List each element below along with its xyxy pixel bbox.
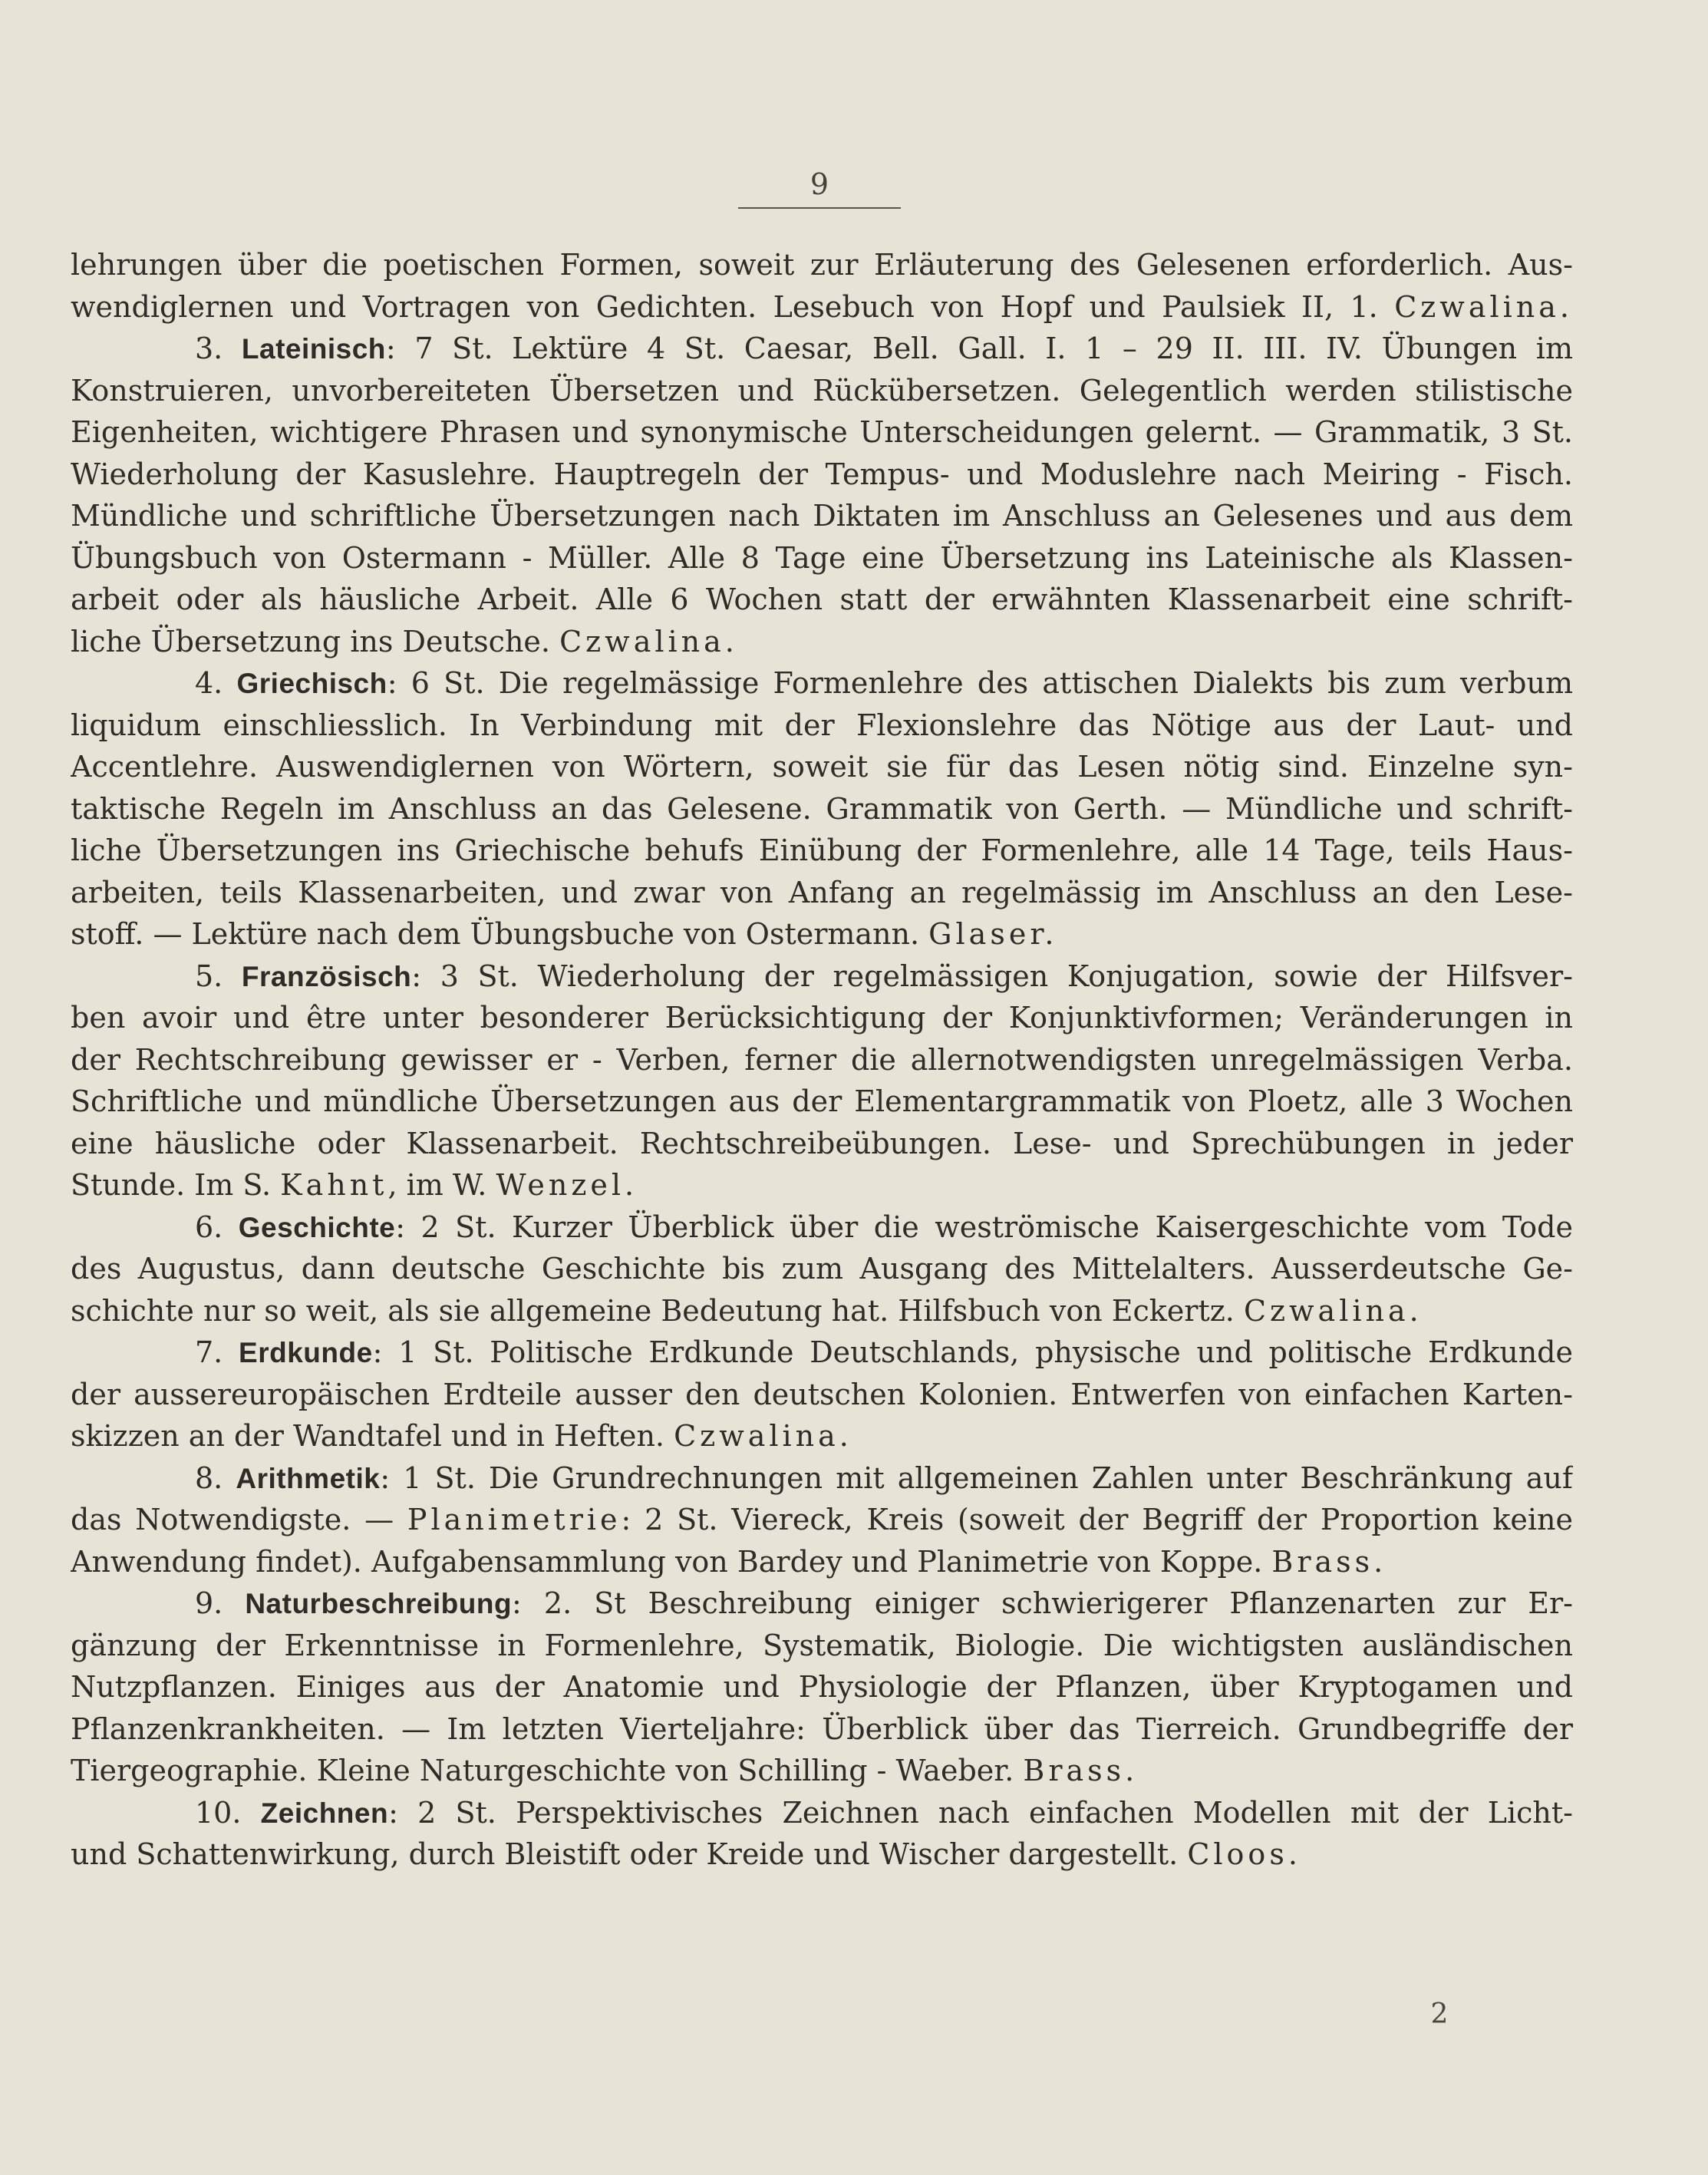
page-number: 9	[809, 167, 829, 201]
text-line	[71, 286, 1573, 328]
teacher-name: Cloos.	[1187, 1837, 1301, 1871]
body-text	[71, 244, 1573, 1876]
section-lead: : 3 St. Wiederholung der regelmässigen Konjugation, sowie der Hilfsver-	[411, 959, 1573, 993]
section-heading-line	[71, 1332, 1573, 1374]
section-heading-line	[71, 1792, 1573, 1834]
section-title: Zeichnen	[260, 1797, 389, 1829]
text-fragment: wendiglernen und Vortragen von Gedichten. Lesebuch von Hopf und Paulsiek II, 1.	[71, 289, 1395, 324]
section-heading-line	[71, 662, 1573, 705]
text-line: Eigenheiten, wichtigere Phrasen und synonymische Unterscheidungen gelernt. — Grammatik, 3 St.	[71, 415, 1573, 449]
section-title: Naturbeschreibung	[245, 1588, 513, 1619]
section-number: 9.	[195, 1586, 223, 1620]
section-heading-line	[71, 955, 1573, 998]
text-line: liquidum einschliesslich. In Verbindung mit der Flexionslehre das Nötige aus der Laut- und	[71, 708, 1573, 742]
text-line	[71, 1164, 1573, 1206]
teacher-name: Czwalina.	[1394, 289, 1573, 324]
section-number: 6.	[195, 1210, 223, 1244]
teacher-name: Czwalina.	[559, 624, 738, 658]
section-heading-line	[71, 1583, 1573, 1625]
page-number-rule	[738, 207, 901, 209]
text-line	[71, 1499, 1573, 1541]
text-line: taktische Regeln im Anschluss an das Gelesene. Grammatik von Gerth. — Mündliche und schrift-	[71, 791, 1573, 826]
section-lead: : 2. St Beschreibung einiger schwierigerer Pflanzenarten zur Er-	[512, 1586, 1573, 1620]
section-number: 10.	[195, 1795, 242, 1830]
section-number: 7.	[195, 1335, 223, 1369]
teacher-name: Czwalina.	[674, 1419, 852, 1453]
section-lead: : 2 St. Kurzer Überblick über die weströmische Kaisergeschichte vom Tode	[395, 1210, 1573, 1244]
text-line: lehrungen über die poetischen Formen, soweit zur Erläuterung des Gelesenen erforderlich. Aus-	[71, 248, 1573, 282]
signature-mark: 2	[1430, 1998, 1449, 2030]
section-number: 3.	[195, 332, 223, 365]
teacher-name: Czwalina.	[1243, 1293, 1423, 1328]
text-line: des Augustus, dann deutsche Geschichte bis zum Ausgang des Mittelalters. Ausserdeutsche Ge-	[71, 1252, 1573, 1286]
text-line: der aussereuropäischen Erdteile ausser den deutschen Kolonien. Entwerfen von einfachen Karten-	[71, 1377, 1573, 1411]
text-fragment: Tiergeographie. Kleine Naturgeschichte von Schilling - Waeber.	[71, 1754, 1024, 1787]
teacher-name: Glaser.	[928, 917, 1058, 951]
section-number: 5.	[195, 959, 223, 993]
section-lead: : 1 St. Politische Erdkunde Deutschlands, physische und politische Erdkunde	[372, 1335, 1573, 1369]
text-fragment: skizzen an der Wandtafel und in Heften.	[71, 1419, 674, 1453]
text-fragment: und Schattenwirkung, durch Bleistift oder Kreide und Wischer dargestellt.	[71, 1837, 1188, 1871]
text-fragment: Anwendung findet). Aufgabensammlung von Bardey und Planimetrie von Koppe.	[71, 1544, 1272, 1579]
text-line: arbeit oder als häusliche Arbeit. Alle 6 Wochen statt der erwähnten Klassenarbeit eine schrift-	[71, 583, 1573, 616]
text-line: Pflanzenkrankheiten. — Im letzten Vierteljahre: Überblick über das Tierreich. Grundbegriffe der	[71, 1711, 1573, 1746]
text-line: Übungsbuch von Ostermann - Müller. Alle 8 Tage eine Übersetzung ins Lateinische als Klassen-	[71, 540, 1573, 575]
text-line: arbeiten, teils Klassenarbeiten, und zwar von Anfang an regelmässig im Anschluss an den Lese-	[71, 875, 1573, 909]
section-number: 8.	[195, 1460, 223, 1495]
text-fragment: Stunde. Im S.	[71, 1168, 281, 1202]
teacher-name: Brass.	[1023, 1754, 1139, 1787]
text-line	[71, 621, 1573, 663]
text-line: liche Übersetzungen ins Griechische behufs Einübung der Formenlehre, alle 14 Tage, teils Haus-	[71, 833, 1573, 867]
section-title: Erdkunde	[239, 1337, 373, 1368]
text-line	[71, 913, 1573, 955]
text-line	[71, 1415, 1573, 1457]
text-line	[71, 1290, 1573, 1332]
section-heading-line	[71, 1457, 1573, 1500]
section-lead: : 1 St. Die Grundrechnungen mit allgemeinen Zahlen unter Beschränkung auf	[380, 1460, 1573, 1495]
text-line: Accentlehre. Auswendiglernen von Wörtern, soweit sie für das Lesen nötig sind. Einzelne syn-	[71, 750, 1573, 784]
text-fragment: schichte nur so weit, als sie allgemeine Bedeutung hat. Hilfsbuch von Eckertz.	[71, 1293, 1244, 1328]
text-line: Konstruieren, unvorbereiteten Übersetzen und Rückübersetzen. Gelegentlich werden stilistische	[71, 373, 1573, 408]
section-title: Geschichte	[238, 1211, 396, 1243]
text-line: Schriftliche und mündliche Übersetzungen aus der Elementargrammatik von Ploetz, alle 3 Wochen	[71, 1084, 1573, 1118]
text-line	[71, 1541, 1573, 1583]
section-lead: : 7 St. Lektüre 4 St. Caesar, Bell. Gall. I. 1 – 29 II. III. IV. Übungen im	[385, 332, 1573, 365]
text-line	[71, 1750, 1573, 1792]
section-title: Lateinisch	[241, 333, 386, 365]
text-fragment: liche Übersetzung ins Deutsche.	[71, 624, 560, 658]
section-title: Arithmetik	[236, 1462, 381, 1494]
text-line	[71, 1833, 1573, 1876]
text-fragment: , im W.	[387, 1168, 496, 1202]
text-line: Mündliche und schriftliche Übersetzungen nach Diktaten im Anschluss an Gelesenes und aus dem	[71, 499, 1573, 533]
text-line: gänzung der Erkenntnisse in Formenlehre, Systematik, Biologie. Die wichtigsten ausländischen	[71, 1628, 1573, 1662]
teacher-name: Brass.	[1271, 1544, 1387, 1579]
section-lead: : 6 St. Die regelmässige Formenlehre des attischen Dialekts bis zum verbum	[387, 666, 1573, 700]
section-number: 4.	[195, 666, 223, 700]
section-heading-line	[71, 328, 1573, 370]
text-line: der Rechtschreibung gewisser er - Verben, ferner die allernotwendigsten unregelmässigen Verba.	[71, 1042, 1573, 1077]
text-fragment: das Notwendigste. —	[71, 1503, 407, 1536]
text-line: Wiederholung der Kasuslehre. Hauptregeln der Tempus- und Moduslehre nach Meiring - Fisch.	[71, 457, 1573, 491]
section-heading-line	[71, 1206, 1573, 1249]
teacher-name: Wenzel.	[496, 1168, 638, 1202]
text-fragment: : 2 St. Viereck, Kreis (soweit der Begriff der Proportion keine	[621, 1503, 1573, 1536]
text-line: Nutzpflanzen. Einiges aus der Anatomie und Physiologie der Pflanzen, über Kryptogamen und	[71, 1670, 1573, 1704]
section-title: Griechisch	[236, 668, 387, 699]
text-fragment: stoff. — Lektüre nach dem Übungsbuche von Ostermann.	[71, 917, 929, 951]
section-title: Französisch	[241, 960, 412, 992]
section-lead: : 2 St. Perspektivisches Zeichnen nach einfachen Modellen mit der Licht-	[388, 1795, 1573, 1830]
text-line: ben avoir und être unter besonderer Berücksichtigung der Konjunktivformen; Veränderungen in	[71, 1001, 1573, 1035]
subject-subheading: Planimetrie	[407, 1503, 622, 1536]
text-line: eine häusliche oder Klassenarbeit. Rechtschreibeübungen. Lese- und Sprechübungen in jeder	[71, 1126, 1573, 1160]
teacher-name: Kahnt	[280, 1168, 388, 1202]
